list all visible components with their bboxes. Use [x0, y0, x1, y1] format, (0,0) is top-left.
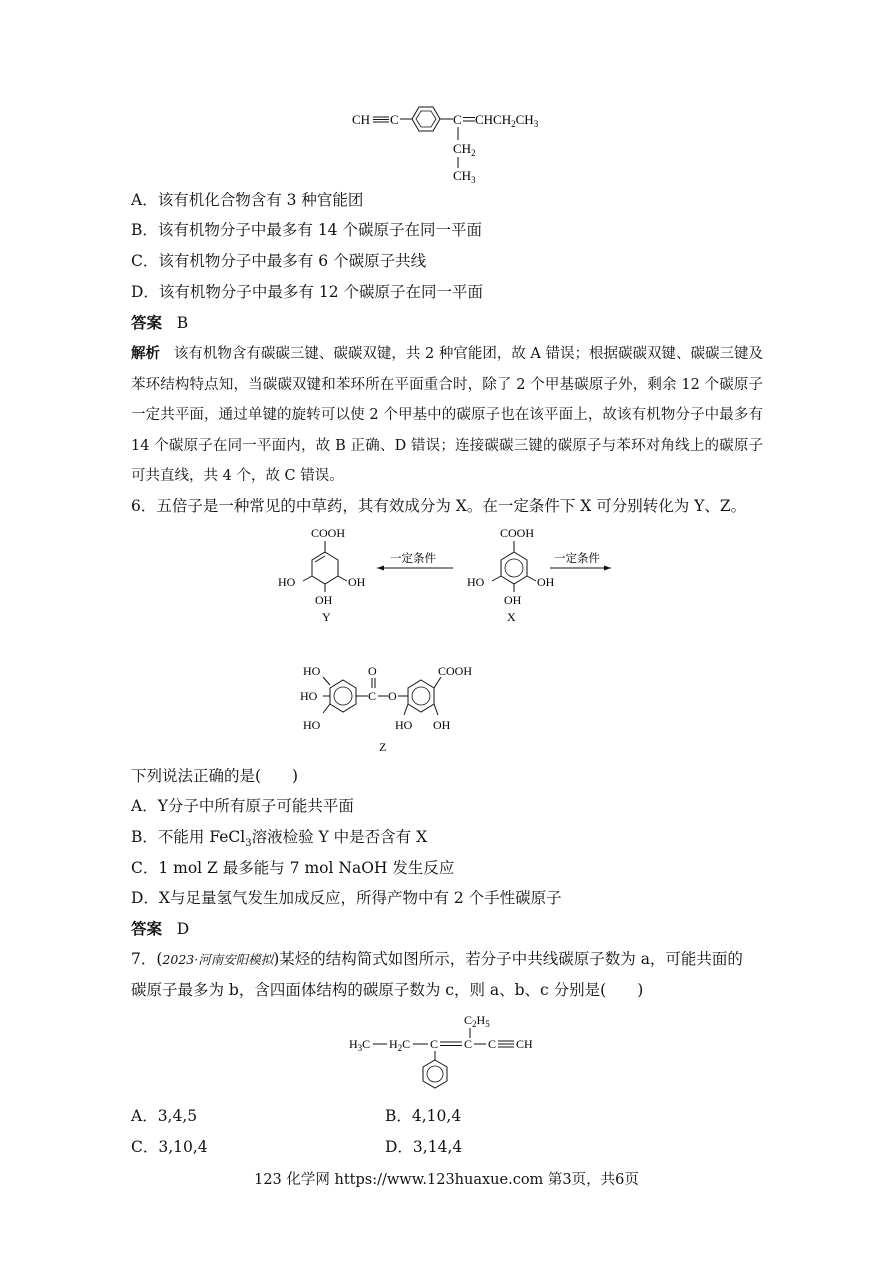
- svg-text:H3C: $H_3C$: [349, 1037, 371, 1053]
- q6-answer-label: 答案: [131, 919, 163, 938]
- q6-structure-z: [295, 655, 505, 760]
- svg-text:H2C: $H_2C$: [389, 1037, 411, 1053]
- q5-option-b: B．该有机物分子中最多有 14 个碳原子在同一平面: [131, 221, 482, 239]
- q6-prompt: 下列说法正确的是( ): [131, 767, 299, 785]
- q6-condition-left: 一定条件: [390, 553, 436, 565]
- svg-text:OH: OH: [348, 575, 366, 589]
- svg-text:OH: OH: [433, 718, 451, 732]
- q5-answer: [131, 312, 188, 334]
- q6-answer-value: D: [176, 920, 190, 938]
- q5-explanation-text: 该有机物含有碳碳三键、碳碳双键，共 2 种官能团，故 A 错误；根据碳碳双键、碳碳三键及苯环结构特点知，当碳碳双键和苯环所在平面重合时，除了 2 个甲基碳原子外，剩余 12 个碳原子一定共平面，通过单键的旋转可以使 2 个甲基中的碳原子也在该平面上，故该有机物分子中最多有 14 个碳原子在同一平面内，故 B 正确、D 错误；连接碳碳三键的碳原子与苯环对角线上的碳原子可共直线，共 4 个，故 C 错误。: [131, 346, 764, 484]
- svg-text:HO: HO: [300, 689, 318, 703]
- svg-text:HO: HO: [278, 575, 296, 589]
- svg-text:HO: HO: [303, 664, 321, 678]
- q6-label-z: Z: [379, 740, 387, 754]
- svg-text:X: X: [507, 610, 516, 624]
- q7-option-d: D．3,14,4: [385, 1138, 463, 1156]
- q7-option-a: A．3,4,5: [131, 1107, 198, 1125]
- q6-answer: [131, 918, 189, 940]
- svg-text:CH2: $CH_2$: [453, 141, 476, 158]
- q7-stem-line1: 7．(2023·河南安阳模拟)某烃的结构简式如图所示，若分子中共线碳原子数为 a，可能共面的: [131, 950, 743, 968]
- svg-text:CH: CH: [516, 1037, 533, 1051]
- svg-text:HO: HO: [467, 575, 485, 589]
- svg-text:C: C: [368, 689, 377, 703]
- q7-source: 2023·河南安阳模拟: [162, 952, 274, 967]
- svg-text:C: C: [488, 1037, 497, 1051]
- svg-text:CH3: $CH_3$: [453, 168, 476, 185]
- q6-option-b: B．不能用 FeCl$_3$溶液检验 Y 中是否含有 X: [131, 828, 428, 850]
- q7-option-b: B．4,10,4: [385, 1107, 462, 1125]
- q5-answer-value: B: [176, 314, 189, 332]
- svg-text:HO: HO: [303, 718, 321, 732]
- q6-option-d: D．X与足量氢气发生加成反应，所得产物中有 2 个手性碳原子: [131, 889, 562, 907]
- page-footer: 123 化学网 https://www.123huaxue.com 第3页，共6页: [254, 1172, 639, 1188]
- q5-option-a: A．该有机化合物含有 3 种官能团: [131, 191, 364, 209]
- svg-text:C2H5: $C_2H_5$: [464, 1013, 490, 1029]
- svg-text:O: O: [368, 664, 377, 678]
- svg-text:OH: OH: [504, 593, 522, 607]
- q5-explanation-label: 解析: [131, 345, 161, 362]
- svg-text:COOH: COOH: [311, 526, 346, 540]
- q5-answer-label: 答案: [131, 313, 163, 332]
- svg-text:COOH: COOH: [438, 664, 473, 678]
- q5-option-d: D．该有机物分子中最多有 12 个碳原子在同一平面: [131, 283, 484, 301]
- q6-reaction-diagram: [270, 520, 630, 630]
- svg-text:C: C: [390, 112, 399, 127]
- q5-option-c: C．该有机物分子中最多有 6 个碳原子共线: [131, 252, 427, 270]
- svg-text:C: C: [464, 1037, 473, 1051]
- svg-text:CH: CH: [352, 112, 371, 127]
- svg-text:CHCH2CH3: $CHCH_2CH_3$: [475, 112, 539, 129]
- svg-text:COOH: COOH: [500, 526, 535, 540]
- svg-text:HO: HO: [395, 718, 413, 732]
- q7-option-c: C．3,10,4: [131, 1138, 208, 1156]
- svg-text:C: C: [430, 1037, 439, 1051]
- q6-condition-right: 一定条件: [554, 553, 600, 565]
- svg-text:OH: OH: [537, 575, 555, 589]
- svg-text:OH: OH: [315, 593, 333, 607]
- svg-text:O: O: [388, 689, 397, 703]
- q7-stem-line2: 碳原子最多为 b，含四面体结构的碳原子数为 c，则 a、b、c 分别是( ): [131, 981, 644, 999]
- q5-explanation: [131, 339, 763, 492]
- q7-structure-diagram: [345, 1010, 555, 1095]
- svg-text:Y: Y: [322, 610, 331, 624]
- svg-text:C: C: [453, 112, 462, 127]
- q6-option-c: C．1 mol Z 最多能与 7 mol NaOH 发生反应: [131, 859, 455, 877]
- q6-option-a: A．Y分子中所有原子可能共平面: [131, 797, 354, 815]
- q6-stem: 6．五倍子是一种常见的中草药，其有效成分为 X。在一定条件下 X 可分别转化为 Y、Z。: [131, 497, 747, 515]
- q5-structure-diagram: [340, 96, 570, 186]
